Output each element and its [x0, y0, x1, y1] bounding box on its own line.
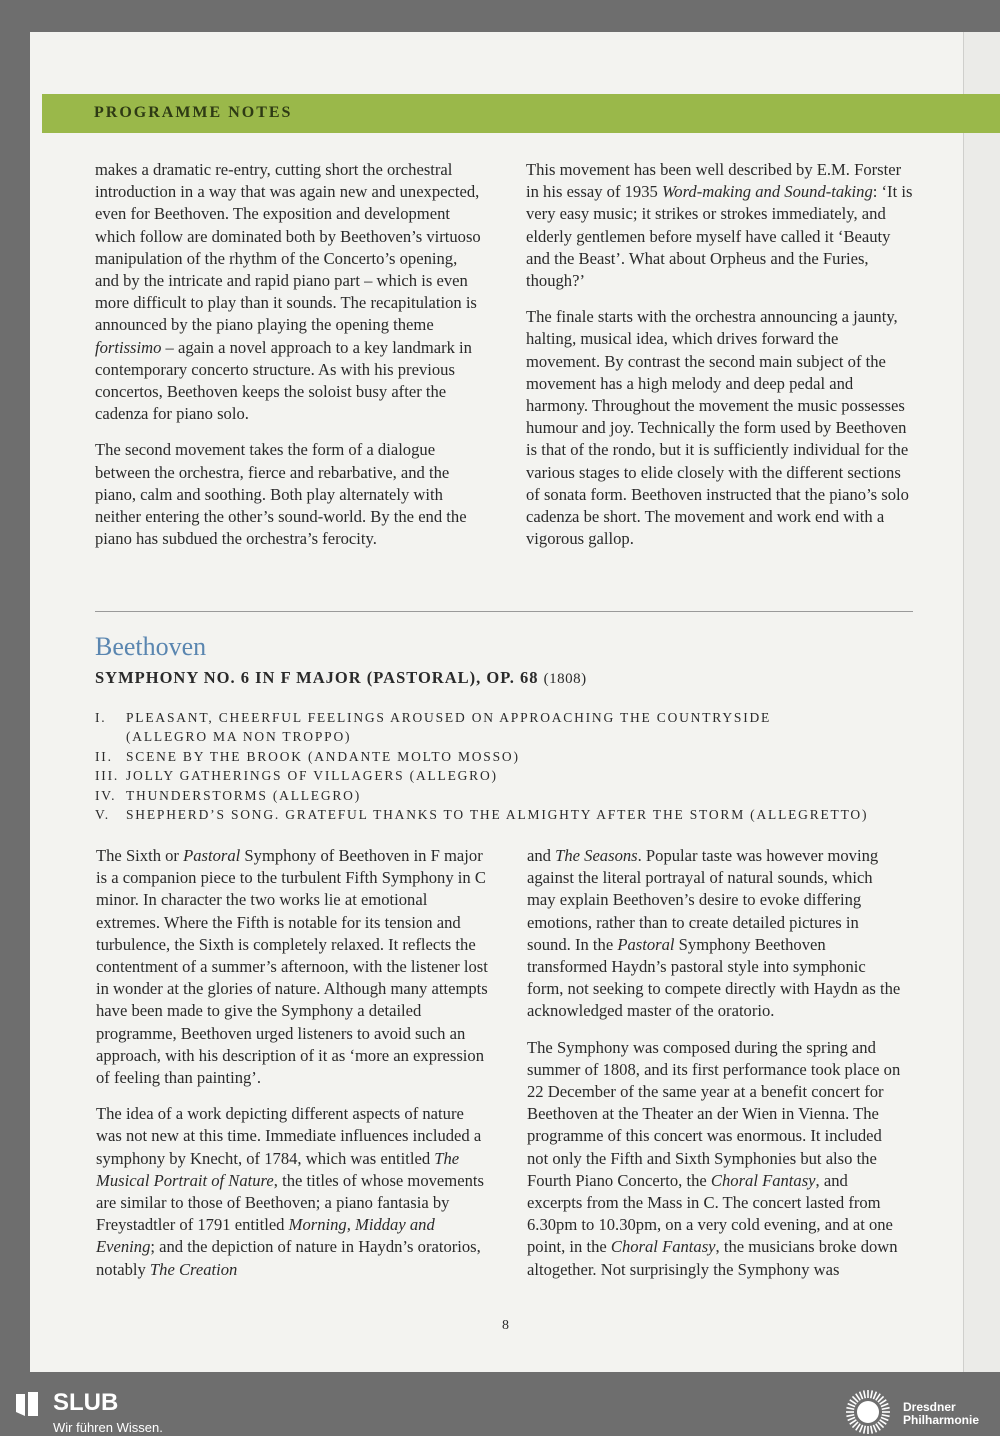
paragraph-text: The idea of a work depicting different aspects of nature was not new at this time. Immediate influences included a symphony by Knecht, of 1784, which was entitled: [96, 1104, 482, 1168]
text-column-bottom-left: [96, 845, 488, 1295]
movement-item: [95, 786, 868, 805]
paragraph-text: ; and the depiction of nature in Haydn’s oratorios, notably: [96, 1237, 481, 1279]
movement-title-line: PLEASANT, CHEERFUL FEELINGS AROUSED ON APPROACHING THE COUNTRYSIDE: [126, 710, 772, 725]
movement-number: V.: [95, 807, 110, 823]
logo-ray: [871, 1426, 873, 1434]
paragraph: [526, 159, 916, 292]
paragraph-text: , the musicians broke down altogether. Not surprisingly the Symphony was: [527, 1237, 898, 1279]
paragraph-text: . Popular taste was however moving against the literal portrayal of natural sounds, which may explain Beethoven’s desire to evoke differing emotions, rather than to create detailed pictures in sound. In the: [527, 846, 879, 954]
logo-ray: [864, 1426, 866, 1434]
paragraph-text: The Symphony was composed during the spring and summer of 1808, and its first performance took place on 22 December of the same year at a benefit concert for Beethoven at the Theater an der Wien in Vienna. The programme of this concert was enormous. It included not only the Fifth and Sixth Symphonies but also the Fourth Piano Concerto, the: [527, 1037, 901, 1190]
paragraph: [526, 306, 916, 550]
italic-title: The Creation: [149, 1259, 238, 1279]
text-column-top-right: [526, 159, 916, 564]
section-divider: [95, 611, 913, 612]
text-column-bottom-right: [527, 845, 903, 1295]
section-label: PROGRAMME NOTES: [94, 104, 293, 121]
paragraph-text: , the titles of whose movements are similar to those of Beethoven; a piano fantasia by Freystadtler of 1791 entitled: [96, 1170, 484, 1235]
movement-title: [126, 708, 771, 747]
paragraph-text: and: [527, 846, 556, 865]
logo-ray: [848, 1404, 855, 1407]
italic-title: Pastoral: [617, 934, 675, 954]
text-column-top-left: [95, 159, 485, 564]
logo-ray: [860, 1392, 863, 1399]
movement-title: SHEPHERD’S SONG. GRATEFUL THANKS TO THE ALMIGHTY AFTER THE STORM (ALLEGRETTO): [126, 807, 869, 823]
facing-page-edge: [963, 32, 1000, 1372]
work-title-text: SYMPHONY NO. 6 IN F MAJOR (PASTORAL), OP. 68: [95, 668, 539, 687]
slub-tagline: Wir führen Wissen.: [53, 1420, 163, 1435]
movement-number: II.: [95, 748, 113, 764]
partner-name-line1: Dresdner: [903, 1400, 956, 1414]
logo-ray: [846, 1415, 854, 1417]
italic-title: Word-making and Sound-taking: [661, 182, 873, 202]
paragraph: [527, 845, 903, 1023]
italic-title: The Seasons: [555, 846, 638, 865]
movement-number: III.: [95, 768, 120, 784]
movement-title: SCENE BY THE BROOK (ANDANTE MOLTO MOSSO): [126, 748, 520, 764]
movement-list: [95, 708, 868, 824]
paragraph: [95, 439, 485, 550]
paragraph-text: The finale starts with the orchestra announcing a jaunty, halting, musical idea, which drives forward the movement. By contrast the second main subject of the movement has a high melody and deep pedal and harmony. Throughout the movement the music possesses humour and joy. Technically the form used by Beethoven is that of the rondo, but it is sufficiently individual for the various stages to elide closely with the different sections of sonata form. Beethoven instructed that the piano’s solo cadenza be short. The movement and work end with a vigorous gallop.: [526, 307, 909, 549]
logo-ray: [881, 1417, 888, 1420]
paragraph: [96, 845, 488, 1089]
movement-item: [95, 708, 868, 747]
logo-ray: [864, 1390, 866, 1398]
work-title: [95, 668, 587, 688]
dresdner-philharmonie-logo-icon: [842, 1388, 894, 1436]
paragraph-text: The second movement takes the form of a dialogue between the orchestra, fierce and rebarbative, and the piano, calm and soothing. Both play alternately with neither entering the other’s sound-world. By the end the piano has subdued the orchestra’s ferocity.: [95, 440, 467, 549]
logo-ray: [873, 1392, 876, 1399]
paragraph-text: , and excerpts from the Mass in C. The concert lasted from 6.30pm to 10.30pm, on a very cold evening, and at one point, in the: [527, 1170, 893, 1257]
logo-ray: [881, 1404, 888, 1407]
paragraph-text: – again a novel approach to a key landmark in contemporary concerto structure. As with his previous concertos, Beethoven keeps the soloist busy after the cadenza for piano solo.: [95, 337, 472, 424]
paragraph-text: makes a dramatic re-entry, cutting short the orchestral introduction in a way that was again new and unexpected, even for Beethoven. The exposition and development which follow are dominated both by Beethoven’s virtuoso manipulation of the rhythm of the Concerto’s opening, and by the intricate and rapid piano part – which is even more difficult to play than it sounds. The recapitulation is announced by the piano playing the opening theme: [95, 160, 481, 335]
italic-title: The Musical Portrait of Nature: [96, 1148, 460, 1190]
movement-number: I.: [95, 710, 107, 725]
composer-name: Beethoven: [95, 632, 207, 661]
paragraph-text: Symphony Beethoven transformed Haydn’s pastoral style into symphonic form, not seeking to compete directly with Haydn as the acknowledged master of the oratorio.: [527, 934, 901, 1021]
logo-ray: [871, 1390, 873, 1398]
logo-ray: [882, 1408, 890, 1410]
movement-title: JOLLY GATHERINGS OF VILLAGERS (ALLEGRO): [126, 768, 498, 784]
paragraph: [96, 1103, 488, 1281]
paragraph-text: The Sixth or: [96, 846, 184, 865]
logo-ray: [846, 1408, 854, 1410]
movement-title: THUNDERSTORMS (ALLEGRO): [126, 787, 362, 803]
slub-logo-icon: [14, 1390, 40, 1418]
italic-title: Choral Fantasy: [710, 1170, 816, 1190]
paragraph: [527, 1037, 903, 1281]
movement-tempo: (ALLEGRO MA NON TROPPO): [126, 729, 352, 745]
paragraph-text: : ‘It is very easy music; it strikes or strokes immediately, and elderly gentlemen before myself have called it ‘Beauty and the Beast’. What about Orpheus and the Furies, though?’: [526, 182, 913, 291]
logo-ray: [860, 1425, 863, 1432]
italic-title: Choral Fantasy: [610, 1237, 716, 1257]
page-number: 8: [502, 1318, 509, 1333]
logo-ray: [873, 1425, 876, 1432]
logo-ray: [848, 1417, 855, 1420]
movement-item: [95, 766, 868, 785]
movement-item: [95, 747, 868, 766]
italic-title: Pastoral: [183, 846, 241, 865]
work-year: (1808): [543, 671, 587, 687]
italic-title: Morning, Midday and Evening: [96, 1215, 435, 1257]
slub-logo-text: SLUB: [53, 1389, 119, 1416]
partner-name-line2: Philharmonie: [903, 1413, 980, 1427]
movement-number: IV.: [95, 787, 117, 803]
logo-ray: [882, 1415, 890, 1417]
partner-name: [903, 1401, 979, 1427]
movement-item: [95, 805, 868, 824]
italic-title: fortissimo: [95, 337, 162, 357]
paragraph-text: This movement has been well described by E.M. Forster in his essay of 1935: [526, 160, 902, 202]
paragraph: [95, 159, 485, 425]
paragraph-text: Symphony of Beethoven in F major is a companion piece to the turbulent Fifth Symphony in C minor. In character the two works lie at emotional extremes. Where the Fifth is notable for its tension and turbulence, the Sixth is completely relaxed. It reflects the contentment of a summer’s afternoon, with the listener lost in wonder at the glories of nature. Although many attempts have been made to give the Symphony a detailed programme, Beethoven urged listeners to avoid such an approach, with his description of it as ‘more an expression of feeling than painting’.: [96, 846, 488, 1088]
